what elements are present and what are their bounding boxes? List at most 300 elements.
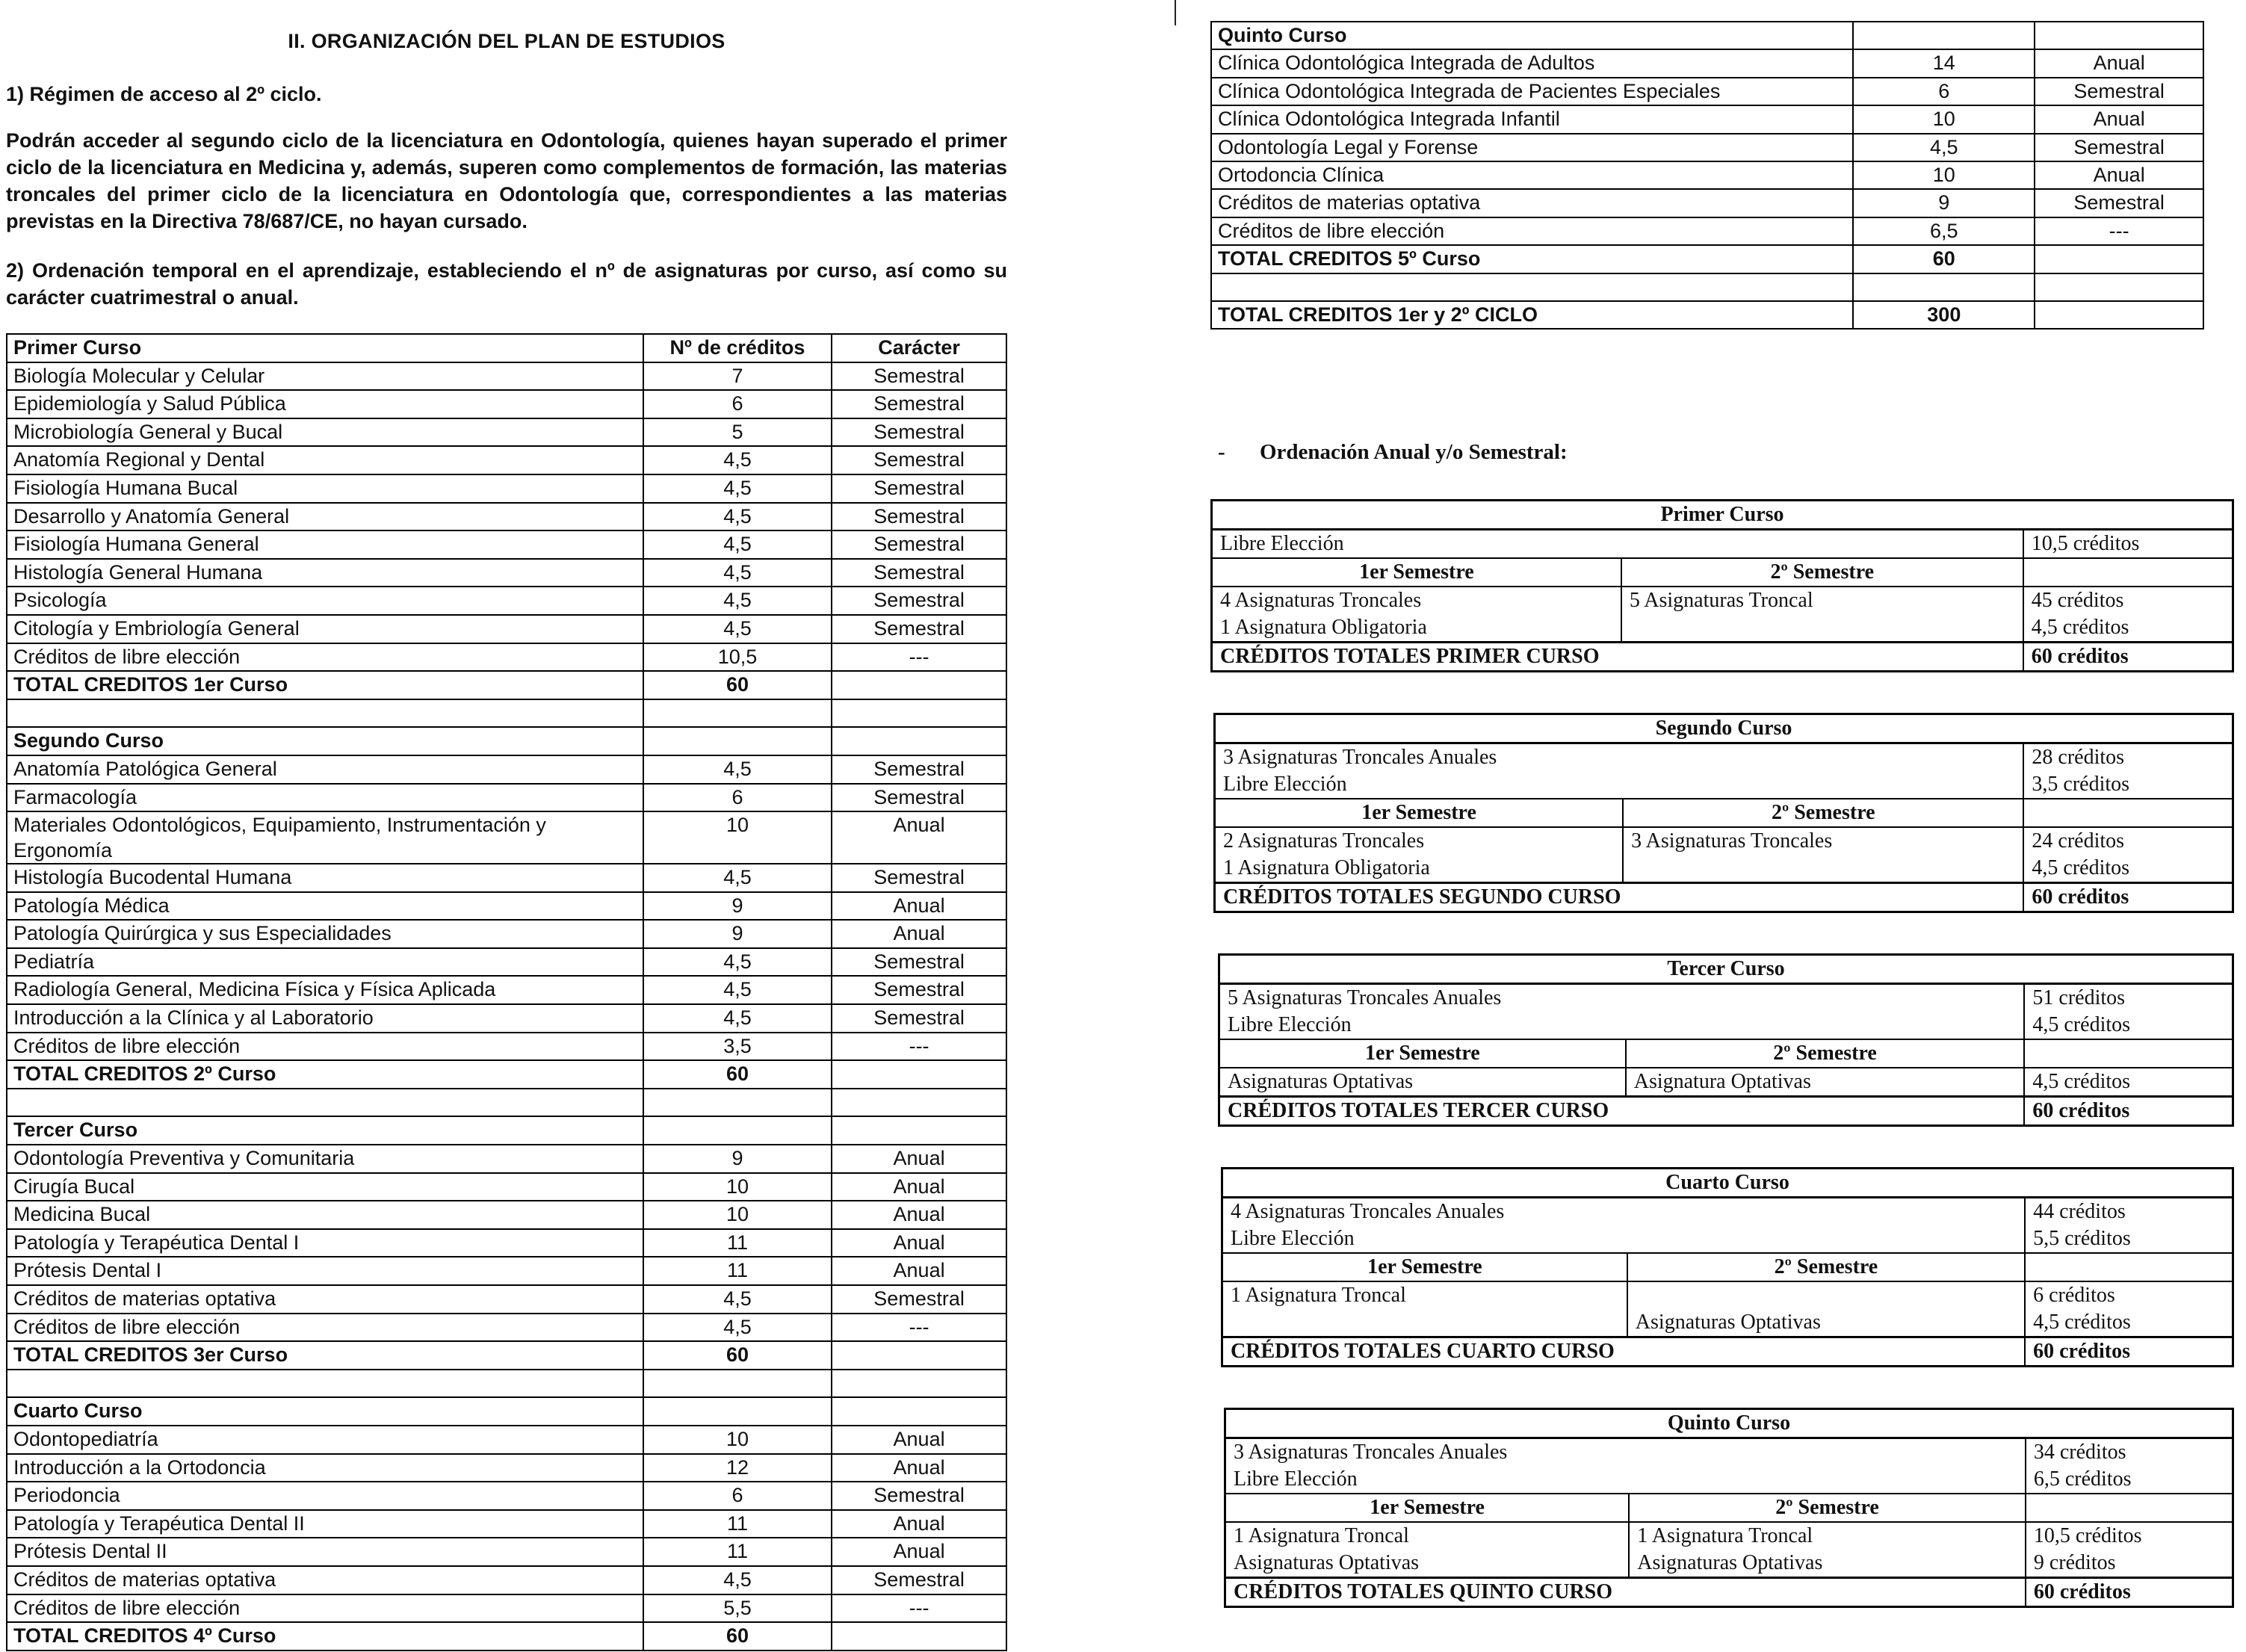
libre-eleccion-label: Libre Elección (1219, 1012, 2025, 1039)
grand-total-row (1211, 301, 2203, 329)
table-row (7, 1033, 1006, 1061)
subject-name: Créditos de libre elección (7, 1314, 643, 1342)
spacer-row (7, 1370, 1006, 1398)
year-table-primer (1210, 499, 2234, 672)
subject-character: Semestral (832, 446, 1006, 474)
subject-name: Anatomía Patológica General (7, 755, 643, 784)
empty-cell (832, 1622, 1006, 1651)
empty-cell (2035, 301, 2203, 329)
semester-content-row (1222, 1281, 2233, 1337)
first-semester-header: 1er Semestre (1222, 1253, 1627, 1281)
total-value: 60 (643, 1341, 832, 1370)
courses-table (6, 333, 1007, 1651)
subject-credits: 10 (1853, 105, 2035, 133)
subject-character: Anual (832, 1454, 1006, 1482)
annual-credits: 44 créditos (2025, 1198, 2233, 1226)
empty-cell (2023, 558, 2233, 587)
subject-character: --- (2035, 217, 2203, 245)
empty-cell (643, 727, 832, 755)
subject-character: Semestral (832, 1482, 1006, 1510)
total-value: 60 (643, 1060, 832, 1089)
table-row (1211, 49, 2203, 77)
ordenacion-title: Ordenación Anual y/o Semestral: (1260, 440, 1568, 465)
first-semester-header: 1er Semestre (1212, 558, 1621, 587)
semester-header-row (1225, 1494, 2233, 1522)
credits-line: 4,5 créditos (2031, 616, 2129, 640)
empty-cell (7, 699, 643, 728)
table-row (1211, 105, 2203, 133)
total-label: TOTAL CREDITOS 3er Curso (7, 1341, 643, 1370)
first-semester-cell: Asignaturas Optativas (1219, 1068, 1626, 1097)
first-semester-line: 1 Asignatura Obligatoria (1223, 856, 1430, 880)
subject-name: Histología General Humana (7, 559, 643, 587)
subject-name: Medicina Bucal (7, 1201, 643, 1229)
subject-name: Histología Bucodental Humana (7, 864, 643, 892)
year-total-row (1222, 1337, 2233, 1367)
total-value: 60 (643, 1622, 832, 1651)
subject-credits: 3,5 (643, 1033, 832, 1061)
semester-header-row (1219, 1039, 2233, 1068)
subject-character: Semestral (2035, 78, 2203, 105)
semester-credits-cell (2026, 1522, 2233, 1578)
semester-credits-cell (2023, 827, 2233, 883)
table-row (7, 418, 1006, 447)
subject-character: Semestral (832, 474, 1006, 503)
subject-credits: 10 (643, 1426, 832, 1454)
table-row (7, 1004, 1006, 1033)
semester-header-row (1215, 799, 2233, 827)
subject-credits: 9 (643, 892, 832, 921)
subject-character: Semestral (832, 784, 1006, 812)
year-total-row (1212, 643, 2233, 672)
libre-eleccion-credits: 3,5 créditos (2023, 771, 2233, 799)
subject-character: Semestral (832, 615, 1006, 643)
table-row (7, 1173, 1006, 1201)
subject-name: Farmacología (7, 784, 643, 812)
margin-mark (1175, 0, 1176, 25)
column-header-credits: Nº de créditos (643, 334, 832, 362)
subject-character: Semestral (2035, 189, 2203, 217)
table-row (7, 530, 1006, 559)
subject-name: Patología y Terapéutica Dental I (7, 1229, 643, 1257)
course-heading-row (1211, 22, 2203, 49)
second-semester-header: 2º Semestre (1627, 1253, 2025, 1281)
semester-header-row (1222, 1253, 2233, 1281)
semester-content-row (1219, 1068, 2233, 1097)
table-row (7, 1510, 1006, 1538)
libre-eleccion-credits: 6,5 créditos (2026, 1466, 2233, 1494)
table-row (7, 503, 1006, 531)
subject-character: Semestral (832, 864, 1006, 892)
table-row (7, 1257, 1006, 1285)
subject-character: Anual (832, 1173, 1006, 1201)
annual-row (1222, 1198, 2233, 1226)
annual-subjects: 3 Asignaturas Troncales Anuales (1215, 743, 2024, 772)
subject-name: Anatomía Regional y Dental (7, 446, 643, 474)
subject-credits: 10 (643, 811, 832, 864)
subject-credits: 4,5 (643, 559, 832, 587)
course-heading: Segundo Curso (7, 727, 643, 755)
libre-eleccion-credits: 5,5 créditos (2025, 1225, 2233, 1253)
year-tables (1210, 499, 2234, 1608)
semester-content-row (1212, 587, 2233, 643)
subject-credits: 6 (1853, 78, 2035, 105)
subject-character: Semestral (832, 390, 1006, 418)
second-semester-cell (1629, 1522, 2026, 1578)
subject-character: Semestral (832, 503, 1006, 531)
subject-credits: 4,5 (643, 615, 832, 643)
subject-name: Créditos de libre elección (7, 1033, 643, 1061)
empty-cell (643, 1370, 832, 1398)
total-row (7, 671, 1006, 699)
table-row (7, 1314, 1006, 1342)
first-semester-cell (1212, 587, 1621, 643)
subject-character: Anual (832, 811, 1006, 864)
first-semester-cell (1225, 1522, 1630, 1578)
first-semester-cell (1222, 1281, 1627, 1337)
subject-character: Semestral (832, 976, 1006, 1004)
empty-cell (2024, 1039, 2233, 1068)
credits-line: 10,5 créditos (2033, 1524, 2142, 1548)
second-semester-line (1631, 855, 2015, 882)
first-semester-line: 4 Asignaturas Troncales (1220, 589, 1422, 613)
libre-eleccion-label: Libre Elección (1215, 771, 2024, 799)
first-semester-header: 1er Semestre (1215, 799, 1624, 827)
subject-character: Semestral (832, 362, 1006, 391)
table-row (7, 920, 1006, 948)
annual-row (1225, 1438, 2233, 1467)
bullet-dash: - (1218, 440, 1225, 465)
second-semester-line: 5 Asignaturas Troncal (1629, 589, 1813, 613)
table-row (7, 474, 1006, 503)
year-total-label: CRÉDITOS TOTALES QUINTO CURSO (1225, 1578, 2026, 1607)
subject-credits: 4,5 (643, 755, 832, 784)
semester-content-row (1215, 827, 2233, 883)
subject-name: Créditos de libre elección (1211, 217, 1853, 245)
subject-credits: 9 (1853, 189, 2035, 217)
libre-eleccion-credits: 10,5 créditos (2023, 530, 2233, 559)
year-total-value: 60 créditos (2023, 643, 2233, 672)
right-column (1210, 21, 2234, 1648)
subject-credits: 4,5 (1853, 134, 2035, 161)
course-heading-row (7, 727, 1006, 755)
table-row (1211, 134, 2203, 161)
table-row (7, 643, 1006, 672)
subject-credits: 7 (643, 362, 832, 391)
subject-character: Anual (2035, 49, 2203, 77)
table-row (7, 811, 1006, 864)
subject-credits: 4,5 (643, 976, 832, 1004)
subject-credits: 6 (643, 784, 832, 812)
ordering-paragraph: 2) Ordenación temporal en el aprendizaje, estableciendo el nº de asignaturas por curso, así como su carácter cuatrimestral o anual. (6, 259, 1007, 309)
credits-line: 24 créditos (2032, 829, 2125, 853)
left-column (6, 22, 1007, 1651)
empty-cell (832, 699, 1006, 728)
table-row (7, 615, 1006, 643)
subject-name: Materiales Odontológicos, Equipamiento, Instrumentación y Ergonomía (7, 811, 643, 864)
empty-cell (7, 1370, 643, 1398)
table-row (7, 1594, 1006, 1623)
table-row (1211, 189, 2203, 217)
access-paragraph: Podrán acceder al segundo ciclo de la licenciatura en Odontología, quienes hayan superado el primer ciclo de la licenciatura en Medicina y, además, superen como complementos de formación, las materias troncales del primer ciclo de la licenciatura en Odontología que, correspondientes a las materias previstas en la Directiva 78/687/CE, no hayan cursado. (6, 129, 1007, 232)
subject-character: --- (832, 1594, 1006, 1623)
grand-total-label: TOTAL CREDITOS 1er y 2º CICLO (1211, 301, 1853, 329)
second-semester-line (1630, 614, 2015, 641)
subject-credits: 4,5 (643, 948, 832, 977)
subject-credits: 10 (643, 1201, 832, 1229)
subject-character: Semestral (832, 755, 1006, 784)
year-total-label: CRÉDITOS TOTALES CUARTO CURSO (1222, 1337, 2026, 1367)
first-semester-line (1231, 1309, 1619, 1336)
semester-credits-cell: 4,5 créditos (2024, 1068, 2233, 1097)
subject-name: Créditos de libre elección (7, 1594, 643, 1623)
quinto-curso-table (1210, 21, 2204, 330)
semester-credits-cell (2023, 587, 2233, 643)
table-row (7, 587, 1006, 615)
table-row (7, 1454, 1006, 1482)
year-total-label: CRÉDITOS TOTALES TERCER CURSO (1219, 1097, 2025, 1126)
table-row (7, 1285, 1006, 1314)
subject-name: Citología y Embriología General (7, 615, 643, 643)
subject-character: --- (832, 1033, 1006, 1061)
subject-character: Semestral (832, 559, 1006, 587)
course-heading-row (7, 1116, 1006, 1145)
annual-credits: 34 créditos (2026, 1438, 2233, 1467)
subject-credits: 6,5 (1853, 217, 2035, 245)
empty-cell (1853, 22, 2035, 49)
first-semester-line: Asignaturas Optativas (1234, 1551, 1420, 1575)
subject-character: Semestral (2035, 134, 2203, 161)
empty-cell (832, 1397, 1006, 1426)
total-row (7, 1341, 1006, 1370)
first-semester-line: 2 Asignaturas Troncales (1223, 829, 1425, 853)
subject-character: Anual (832, 1257, 1006, 1285)
table-row (1211, 217, 2203, 245)
spacer-row (1211, 273, 2203, 301)
credits-line: 4,5 créditos (2032, 856, 2130, 880)
libre-eleccion-credits: 4,5 créditos (2024, 1012, 2233, 1039)
subject-name: Prótesis Dental II (7, 1538, 643, 1566)
libre-row (1225, 1466, 2233, 1494)
subject-character: Anual (832, 1538, 1006, 1566)
libre-row (1212, 530, 2233, 559)
table-row (7, 864, 1006, 892)
total-row (1211, 245, 2203, 273)
empty-cell (832, 727, 1006, 755)
subject-credits: 4,5 (643, 1004, 832, 1033)
second-semester-line: Asignaturas Optativas (1637, 1551, 1823, 1575)
year-total-value: 60 créditos (2023, 883, 2233, 912)
year-heading: Segundo Curso (1215, 714, 2233, 743)
subject-credits: 4,5 (643, 503, 832, 531)
subject-credits: 6 (643, 1482, 832, 1510)
course-heading: Cuarto Curso (7, 1397, 643, 1426)
subject-name: Microbiología General y Bucal (7, 418, 643, 447)
subject-credits: 4,5 (643, 864, 832, 892)
table-row (7, 390, 1006, 418)
subject-credits: 11 (643, 1538, 832, 1566)
empty-cell (1853, 273, 2035, 301)
year-heading-row (1222, 1169, 2233, 1198)
year-heading-row (1219, 955, 2233, 984)
second-semester-line: Asignaturas Optativas (1635, 1311, 1821, 1334)
subject-character: Semestral (832, 1004, 1006, 1033)
annual-subjects: 5 Asignaturas Troncales Anuales (1219, 984, 2025, 1012)
table-row (1211, 78, 2203, 105)
semester-credits-cell (2025, 1281, 2233, 1337)
subject-name: Desarrollo y Anatomía General (7, 503, 643, 531)
subject-credits: 6 (643, 390, 832, 418)
spacer-row (7, 699, 1006, 728)
course-heading-row (7, 1397, 1006, 1426)
subject-character: Anual (832, 1201, 1006, 1229)
subject-credits: 11 (643, 1257, 832, 1285)
empty-cell (2026, 1494, 2233, 1522)
year-heading: Primer Curso (1212, 501, 2233, 530)
second-semester-line: 3 Asignaturas Troncales (1631, 829, 1833, 853)
credits-line: 9 créditos (2033, 1551, 2116, 1575)
empty-cell (832, 1060, 1006, 1089)
table-row (7, 1229, 1006, 1257)
empty-cell (1211, 273, 1853, 301)
empty-cell (643, 1116, 832, 1145)
empty-cell (832, 1116, 1006, 1145)
second-semester-header: 2º Semestre (1623, 799, 2023, 827)
empty-cell (2035, 245, 2203, 273)
table-row (7, 559, 1006, 587)
table-row (7, 1482, 1006, 1510)
table-row (7, 1201, 1006, 1229)
total-row (7, 1060, 1006, 1089)
subject-name: Créditos de materias optativa (1211, 189, 1853, 217)
empty-cell (832, 1370, 1006, 1398)
total-label: TOTAL CREDITOS 1er Curso (7, 671, 643, 699)
subject-name: Créditos de materias optativa (7, 1285, 643, 1314)
subject-name: Fisiología Humana General (7, 530, 643, 559)
course-heading-row (7, 334, 1006, 362)
second-semester-header: 2º Semestre (1621, 558, 2023, 587)
year-total-row (1219, 1097, 2233, 1126)
subject-credits: 14 (1853, 49, 2035, 77)
first-semester-line: 1 Asignatura Obligatoria (1220, 616, 1427, 640)
first-semester-cell (1215, 827, 1624, 883)
subject-credits: 12 (643, 1454, 832, 1482)
year-heading: Tercer Curso (1219, 955, 2233, 984)
total-label: TOTAL CREDITOS 5º Curso (1211, 245, 1853, 273)
second-semester-line (1636, 1282, 2017, 1309)
subject-credits: 4,5 (643, 530, 832, 559)
grand-total-value: 300 (1853, 301, 2035, 329)
subject-character: Anual (832, 1510, 1006, 1538)
libre-eleccion-label: Libre Elección (1212, 530, 2023, 559)
credits-line: 45 créditos (2031, 589, 2124, 613)
annual-subjects: 4 Asignaturas Troncales Anuales (1222, 1198, 2026, 1226)
subject-name: Créditos de materias optativa (7, 1566, 643, 1594)
subject-name: Cirugía Bucal (7, 1173, 643, 1201)
table-row (1211, 161, 2203, 189)
first-semester-line: 1 Asignatura Troncal (1231, 1284, 1406, 1308)
year-heading-row (1215, 714, 2233, 743)
empty-cell (643, 1089, 832, 1117)
subject-name: Clínica Odontológica Integrada Infantil (1211, 105, 1853, 133)
first-semester-header: 1er Semestre (1225, 1494, 1630, 1522)
subject-credits: 10 (643, 1173, 832, 1201)
subject-credits: 5 (643, 418, 832, 447)
year-total-value: 60 créditos (2025, 1337, 2233, 1367)
ordenacion-heading (1218, 440, 2234, 465)
subject-credits: 4,5 (643, 1285, 832, 1314)
empty-cell (2035, 22, 2203, 49)
empty-cell (643, 1397, 832, 1426)
subject-character: Semestral (832, 418, 1006, 447)
empty-cell (2023, 799, 2233, 827)
libre-eleccion-label: Libre Elección (1225, 1466, 2026, 1494)
subject-credits: 4,5 (643, 1314, 832, 1342)
column-header-character: Carácter (832, 334, 1006, 362)
year-table-quinto (1224, 1408, 2234, 1608)
empty-cell (2025, 1253, 2233, 1281)
subject-name: Odontología Legal y Forense (1211, 134, 1853, 161)
second-semester-cell: Asignatura Optativas (1626, 1068, 2025, 1097)
document-title: II. ORGANIZACIÓN DEL PLAN DE ESTUDIOS (288, 30, 726, 52)
subject-credits: 11 (643, 1229, 832, 1257)
subject-character: Semestral (832, 948, 1006, 977)
subject-name: Biología Molecular y Celular (7, 362, 643, 391)
subject-name: Clínica Odontológica Integrada de Adultos (1211, 49, 1853, 77)
subject-character: Semestral (832, 587, 1006, 615)
subject-name: Introducción a la Clínica y al Laboratorio (7, 1004, 643, 1033)
subject-character: Anual (832, 892, 1006, 921)
libre-row (1222, 1225, 2233, 1253)
subject-name: Créditos de libre elección (7, 643, 643, 672)
subject-character: Anual (832, 1145, 1006, 1173)
subject-name: Patología Médica (7, 892, 643, 921)
annual-subjects: 3 Asignaturas Troncales Anuales (1225, 1438, 2026, 1467)
annual-row (1219, 984, 2233, 1012)
spacer-row (7, 1089, 1006, 1117)
subject-credits: 4,5 (643, 474, 832, 503)
subject-name: Epidemiología y Salud Pública (7, 390, 643, 418)
libre-row (1215, 771, 2233, 799)
year-heading-row (1225, 1409, 2233, 1438)
total-row (7, 1622, 1006, 1651)
credits-line: 4,5 créditos (2033, 1311, 2131, 1334)
second-semester-line: 1 Asignatura Troncal (1637, 1524, 1813, 1548)
year-total-row (1225, 1578, 2233, 1607)
subject-credits: 4,5 (643, 446, 832, 474)
subject-character: Anual (2035, 105, 2203, 133)
table-row (7, 446, 1006, 474)
empty-cell (832, 1341, 1006, 1370)
table-row (7, 1566, 1006, 1594)
second-semester-cell (1627, 1281, 2025, 1337)
subject-name: Odontología Preventiva y Comunitaria (7, 1145, 643, 1173)
table-row (7, 1538, 1006, 1566)
subject-character: Semestral (832, 1566, 1006, 1594)
subject-name: Patología y Terapéutica Dental II (7, 1510, 643, 1538)
subject-name: Prótesis Dental I (7, 1257, 643, 1285)
empty-cell (832, 1089, 1006, 1117)
subject-name: Odontopediatría (7, 1426, 643, 1454)
subject-character: --- (832, 1314, 1006, 1342)
subject-name: Ortodoncia Clínica (1211, 161, 1853, 189)
subject-credits: 9 (643, 1145, 832, 1173)
table-row (7, 948, 1006, 977)
year-heading: Cuarto Curso (1222, 1169, 2233, 1198)
subject-credits: 10,5 (643, 643, 832, 672)
empty-cell (2035, 273, 2203, 301)
subject-credits: 4,5 (643, 1566, 832, 1594)
